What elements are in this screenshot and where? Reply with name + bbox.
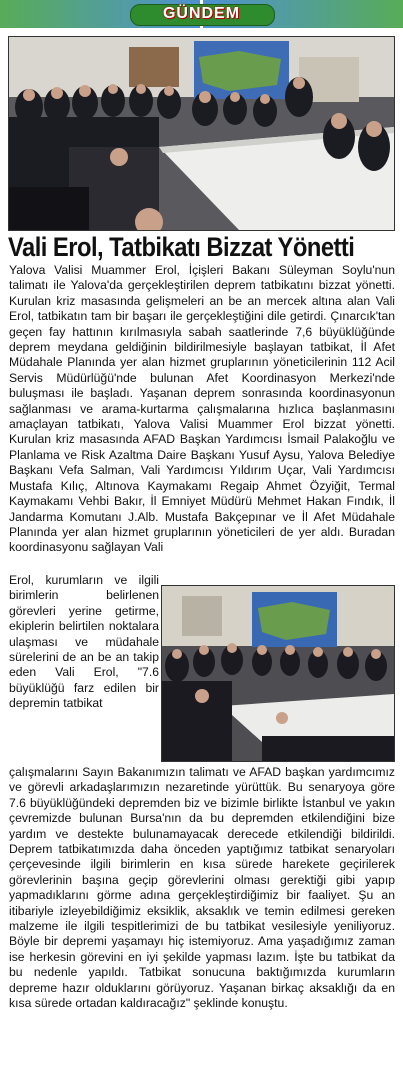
meeting-photo-main <box>8 36 395 231</box>
meeting-photo-secondary <box>161 585 395 762</box>
meeting-photo-main-image <box>9 37 394 230</box>
article-body-top <box>9 263 395 556</box>
article-headline: Vali Erol, Tatbikatı Bizzat Yönetti <box>8 232 355 262</box>
section-title: GÜNDEM <box>162 5 241 22</box>
meeting-photo-secondary-image <box>162 586 394 761</box>
article-paragraph-side: Erol, kurumların ve ilgili birimlerin belirlenen görevleri yerine getirme, ekiplerin belirtilen noktalara ulaşması ve müdahale sürelerini de an be an takip eden Vali Erol, "7.6 büyüklüğü farz edilen bir depremin tatbikat <box>9 573 159 711</box>
article-body-side <box>9 573 159 712</box>
article-paragraph-bottom: çalışmalarını Sayın Bakanımızın talimatı ve AFAD başkan yardımcımız ve görevli arkadaşlarımızın nezaretinde yürüttük. Bu senaryoya göre 7.6 büyüklüğündeki depremden biz ve bizimle birlikte İstanbul ve yakın çevremizde bulunan Bursa'nın da bu depremden etkilendiğini bize yardım ve destekte bulunamayacak derecede etkilendiği bildirildi. Deprem tatbikatımızda daha önceden yaptığımız tatbikat senaryoları çerçevesinde ilgili birimlerin en kısa sürede harekete geçirilerek görevlerinin başına geçip görevlerini olması gerektiği gibi yapıp yapmadıklarını görme adına gerçekleştirdiğimiz bir faaliyet. Şu an itibariyle izleyebildiğimiz eksiklik, aksaklık ve temin edilmesi gereken malzeme ile ilgili tespitlerimizi de bu tatbikat vesilesiyle yeniliyoruz. Böyle bir depremi yaşamayı hiç istemiyoruz. Ama yaşadığımız zaman ise herkesin görevini en iyi şekilde yapması lazım. İşte bu tatbikat da bu nedenle yapıldı. Tatbikat sonucuna baktığımızda kurumların depreme hazır olduklarını görüyoruz. Yaşanan birkaç aksaklığı da en kısa sürede ortadan kaldıracağız" şeklinde konuştu. <box>9 765 395 1011</box>
article-body-bottom <box>9 765 395 1012</box>
article-paragraph-top: Yalova Valisi Muammer Erol, İçişleri Bakanı Süleyman Soylu'nun talimatı ile Yalova'da gerçekleştirilen deprem tatbikatını bizzat yönetti. Kurulan kriz masasında gelişmeleri an be an mercek altına alan Vali Erol, tatbikatın tam bir başarı ile gerçekleştiğini dile getirdi. Çınarcık'tan geçen fay hattının kırılmasıyla sabah saatlerinde 7,6 büyüklüğünde deprem meydana geldiğinin bildirilmesiyle başlayan tatbikat, İl Afet Müdahale Planında yer alan hizmet gruplarının yöneticilerinin 112 Acil Servis Müdürlüğü'nde bulunan Afet Koordinasyon Merkezi'nde buluşması ile başladı. Yaşanan deprem sonrasında koordinasyonun sağlanması ve arama-kurtarma çalışmalarına hızlıca başlanmasını amaçlayan tatbikatı, Yalova Valisi Muammer Erol bizzat yönetti. Kurulan kriz masasında AFAD Başkan Yardımcısı İsmail Palakoğlu ve Planlama ve Risk Azaltma Daire Başkanı Yusuf Aysu, Yalova Belediye Başkanı Vefa Salman, Vali Yardımcısı Yıldırım Uçar, Vali Yardımcısı Mustafa Kılıç, Altınova Kaymakamı Regaip Ahmet Özyiğit, Termal Kaymakamı Vehbi Bakır, İl Emniyet Müdürü Mehmet Hakan Fındık, İl Jandarma Komutanı J.Alb. Mustafa Bakçepınar ve İl Afet Müdahale Planında yer alan hizmet gruplarının yöneticileri de yer aldı. Buradan koordinasyonu sağlayan Vali <box>9 263 395 555</box>
section-banner <box>0 0 403 28</box>
